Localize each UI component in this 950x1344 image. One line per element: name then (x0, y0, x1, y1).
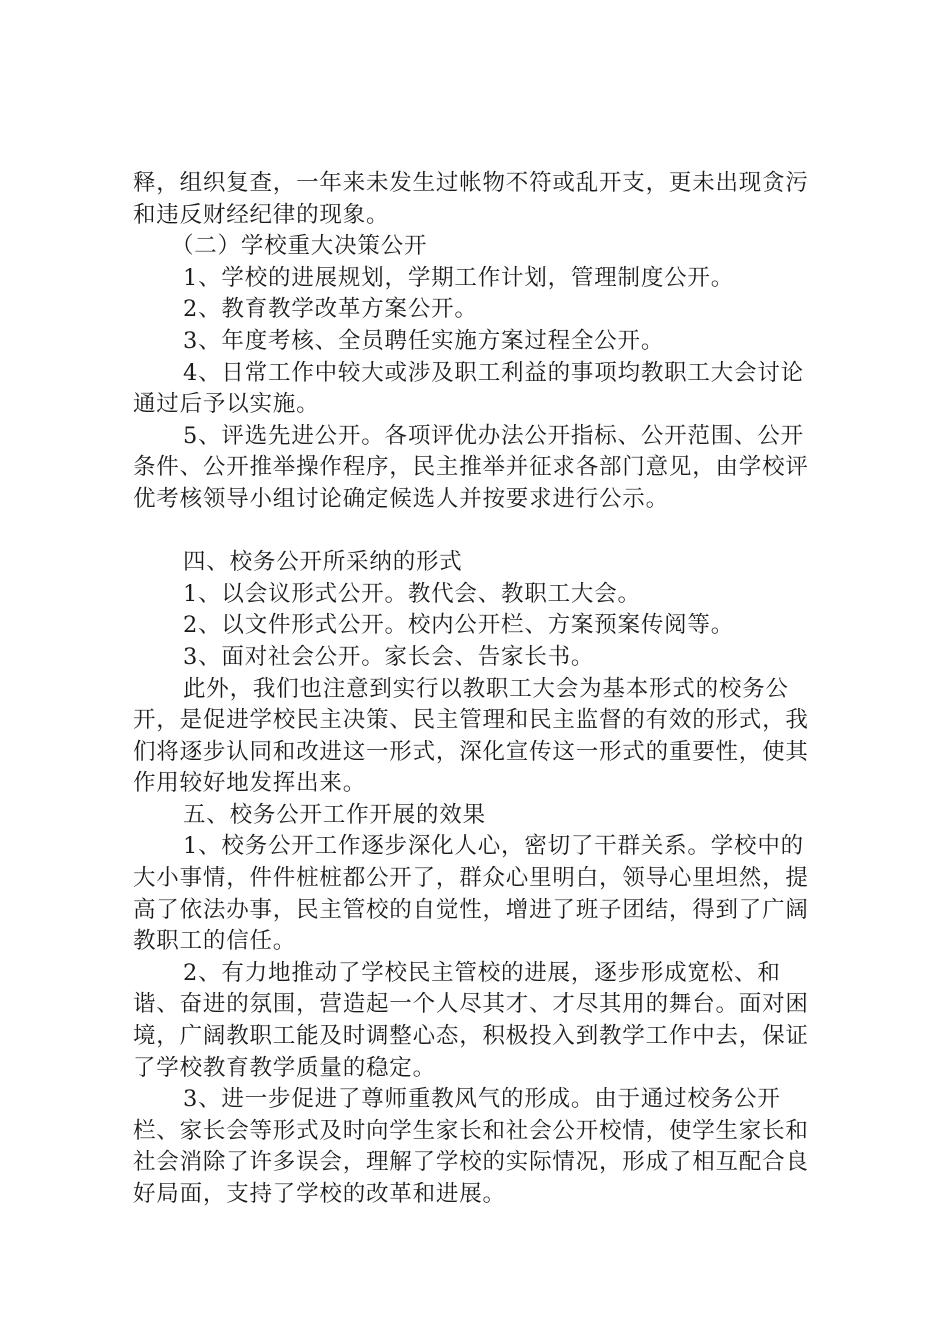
list-item: 4、日常工作中较大或涉及职工利益的事项均教职工大会讨论通过后予以实施。 (133, 359, 804, 418)
list-item: 3、进一步促进了尊师重教风气的形成。由于通过校务公开栏、家长会等形式及时向学生家长和社会公开校情，使学生家长和社会消除了许多误会，理解了学校的实际情况，形成了相互配合良好局面，支持了学校的改革和进展。 (133, 1086, 809, 1207)
list-item: 1、以会议形式公开。教代会、教职工大会。 (183, 580, 641, 607)
section-heading-effects: 五、校务公开工作开展的效果 (183, 801, 486, 828)
paragraph-gap (133, 516, 823, 548)
section-heading-forms: 四、校务公开所采纳的形式 (183, 549, 463, 576)
list-item: 3、年度考核、全员聘任实施方案过程全公开。 (183, 327, 665, 354)
list-item: 2、有力地推动了学校民主管校的进展，逐步形成宽松、和谐、奋进的氛围，营造起一个人尽其才、才尽其用的舞台。面对困境，广阔教职工能及时调整心态，积极投入到教学工作中去，保证了学校教育教学质量的稳定。 (133, 959, 809, 1081)
paragraph-continuation: 释，组织复查，一年来未发生过帐物不符或乱开支，更未出现贪污和违反财经纪律的现象。 (133, 170, 809, 228)
list-item: 2、教育教学改革方案公开。 (183, 296, 478, 323)
document-body (133, 168, 823, 1211)
subheading-decision-disclosure: （二）学校重大决策公开 (171, 233, 428, 260)
list-item: 3、面对社会公开。家长会、告家长书。 (183, 643, 595, 670)
list-item: 1、学校的进展规划，学期工作计划，管理制度公开。 (183, 264, 735, 291)
paragraph: 此外，我们也注意到实行以教职工大会为基本形式的校务公开，是促进学校民主决策、民主管理和民主监督的有效的形式，我们将逐步认同和改进这一形式，深化宣传这一形式的重要性，使其作用较好地发挥出来。 (133, 675, 809, 797)
list-item: 2、以文件形式公开。校内公开栏、方案预案传阅等。 (183, 612, 735, 639)
list-item: 1、校务公开工作逐步深化人心，密切了干群关系。学校中的大小事情，件件桩桩都公开了，群众心里明白，领导心里坦然，提高了依法办事，民主管校的自觉性，增进了班子团结，得到了广阔教职工的信任。 (133, 833, 809, 955)
list-item: 5、评选先进公开。各项评优办法公开指标、公开范围、公开条件、公开推举操作程序，民主推举并征求各部门意见，由学校评优考核领导小组讨论确定候选人并按要求进行公示。 (133, 422, 809, 512)
